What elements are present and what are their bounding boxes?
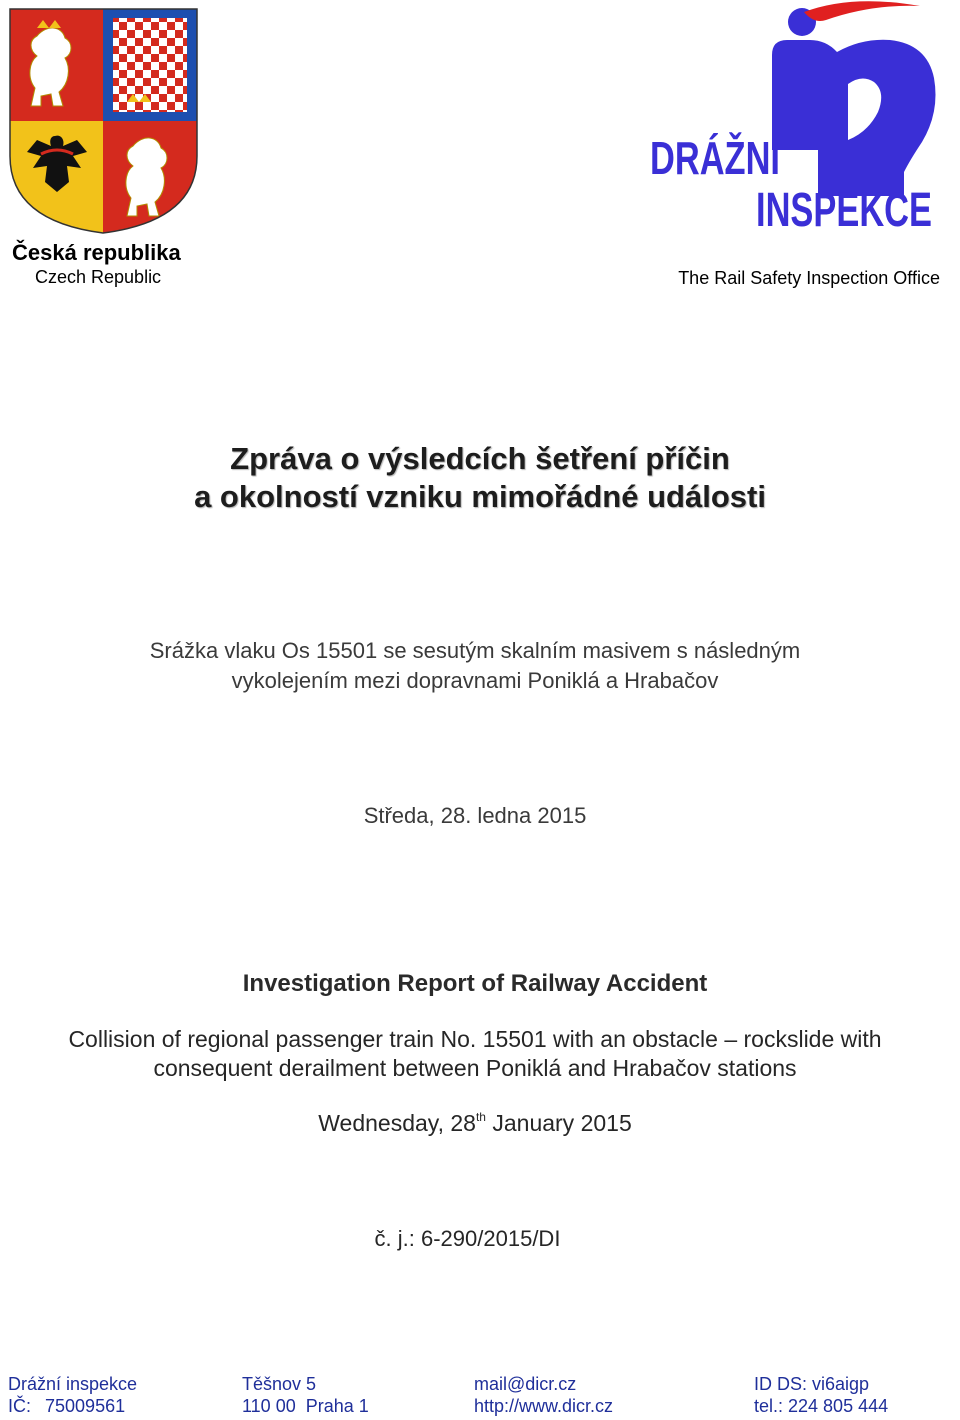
footer-address: [242, 1373, 369, 1417]
footer-street: Těšnov 5: [242, 1374, 317, 1394]
english-subtitle: [0, 1025, 950, 1083]
report-title: [0, 440, 960, 516]
english-heading: Investigation Report of Railway Accident: [242, 970, 708, 997]
report-title-line-2: a okolností vzniku mimořádné události: [194, 479, 766, 514]
report-subtitle-line-1: Srážka vlaku Os 15501 se sesutým skalním masivem s následným: [149, 638, 801, 663]
footer-web-link[interactable]: http://www.dicr.cz: [474, 1396, 614, 1416]
date-ordinal: th: [475, 1110, 486, 1124]
report-title-line-1: Zpráva o výsledcích šetření příčin: [230, 441, 730, 476]
report-subtitle-line-2: vykolejením mezi dopravnami Poniklá a Hrabačov: [231, 668, 719, 693]
footer-ic-value: 75009561: [45, 1396, 126, 1416]
footer-ic: [8, 1395, 137, 1417]
date-month-year: January 2015: [485, 1110, 632, 1136]
reference-number: č. j.: 6-290/2015/DI: [374, 1226, 561, 1251]
footer-data-box-id: ID DS: vi6aigp: [754, 1374, 870, 1394]
office-name: The Rail Safety Inspection Office: [678, 268, 940, 288]
coat-of-arms: [7, 6, 200, 236]
english-subtitle-line-2: consequent derailment between Poniklá and Hrabačov stations: [153, 1055, 797, 1081]
date-day: Wednesday, 28: [318, 1110, 476, 1136]
footer-ids: [754, 1373, 888, 1417]
report-subtitle: [0, 636, 950, 696]
footer-contact: [474, 1373, 613, 1417]
footer-ic-label: IČ:: [8, 1396, 32, 1416]
event-date-czech: Středa, 28. ledna 2015: [363, 803, 587, 828]
country-name-english: Czech Republic: [35, 267, 162, 287]
footer-org: [8, 1373, 137, 1417]
footer-org-name: Drážní inspekce: [8, 1374, 138, 1394]
footer-phone: tel.: 224 805 444: [754, 1396, 889, 1416]
footer-email-link[interactable]: mail@dicr.cz: [474, 1374, 577, 1394]
logo-text-drazni: DRÁŽNÍ: [650, 132, 781, 184]
drazni-inspekce-logo: [622, 0, 960, 240]
event-date-english: [0, 1110, 950, 1137]
footer-city: 110 00 Praha 1: [242, 1396, 369, 1416]
english-subtitle-line-1: Collision of regional passenger train No. 15501 with an obstacle – rockslide with: [68, 1026, 882, 1052]
country-name-czech: Česká republika: [12, 240, 181, 265]
logo-text-inspekce: INSPEKCE: [756, 184, 932, 237]
